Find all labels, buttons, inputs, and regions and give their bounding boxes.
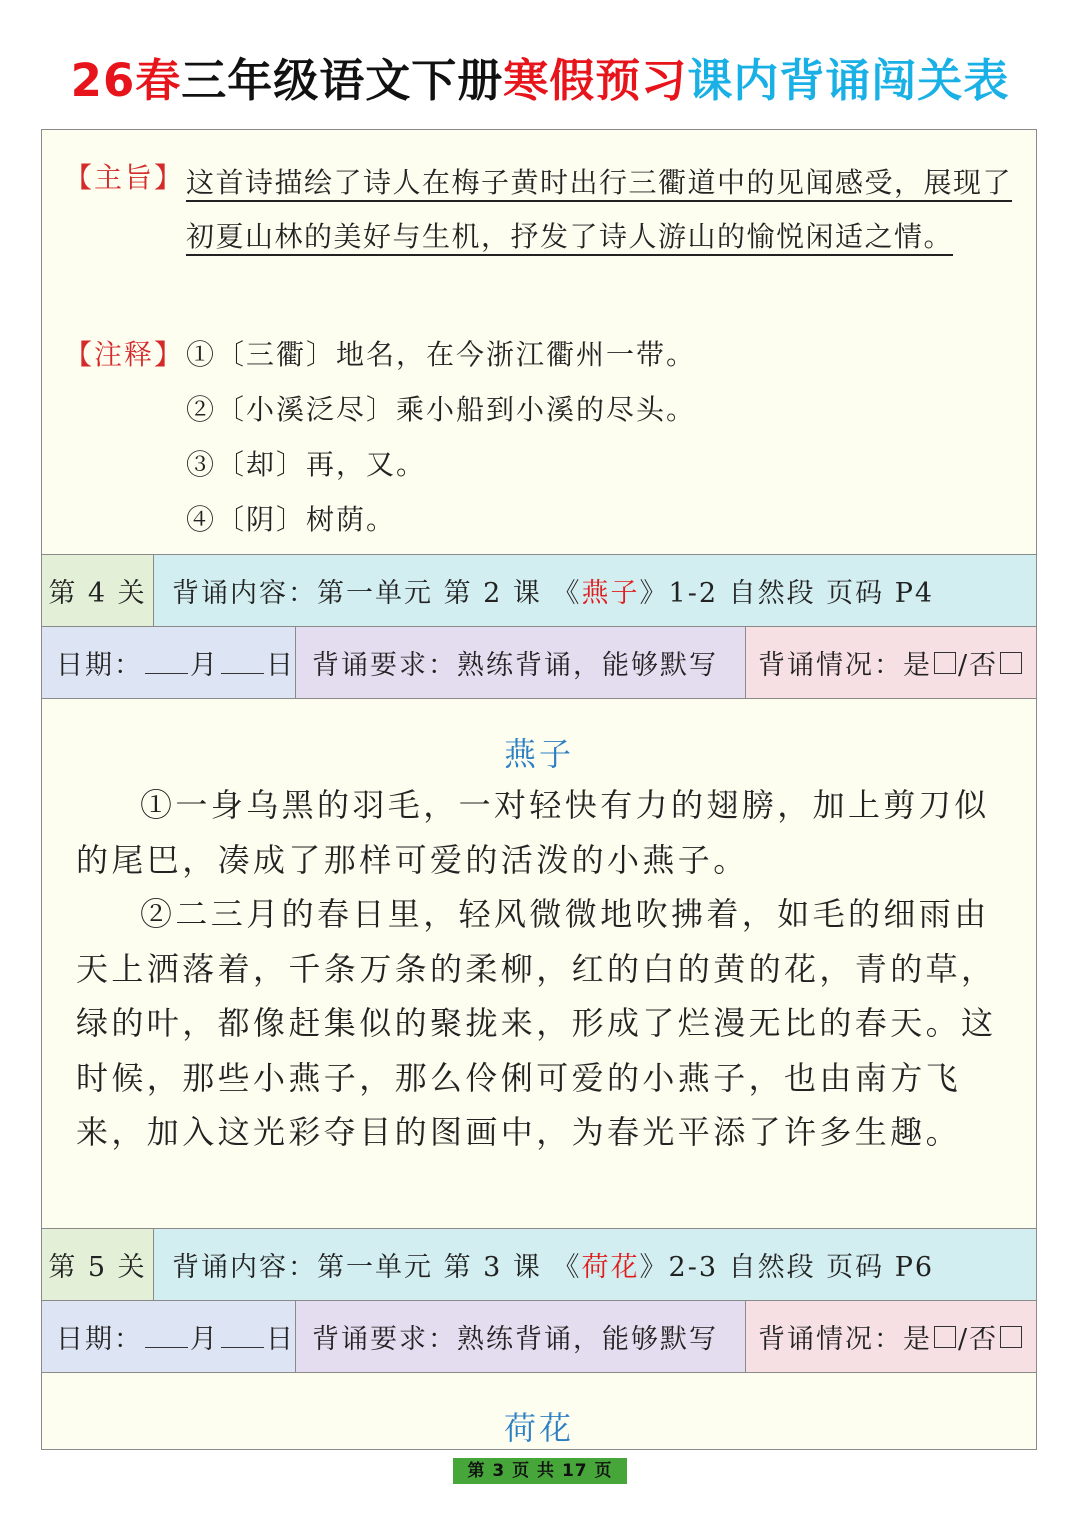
note-item: ②〔小溪泛尽〕乘小船到小溪的尽头。	[186, 393, 697, 426]
paragraph: ②二三月的春日里，轻风微微地吹拂着，如毛的细雨由天上洒落着，千条万条的柔柳，红的白的黄的花，青的草，绿的叶，都像赶集似的聚拢来，形成了烂漫无比的春天。这时候，那些小燕子，那么伶俐可爱的小燕子，也由南方飞来，加入这光彩夺目的图画中，为春光平添了许多生趣。	[76, 895, 997, 1151]
worksheet-frame	[41, 129, 1037, 1450]
recite-status: 背诵情况：是 /否	[746, 1301, 1037, 1372]
level-4-status-row	[42, 626, 1036, 698]
month-blank[interactable]	[145, 1325, 188, 1348]
title-part-3: 寒假预习	[503, 54, 688, 107]
month-blank[interactable]	[145, 651, 188, 674]
passage-title: 荷花	[503, 1409, 574, 1447]
note-item: ③〔却〕再，又。	[186, 448, 427, 481]
no-checkbox[interactable]	[1000, 1326, 1022, 1348]
paragraph: ①一身乌黑的羽毛，一对轻快有力的翅膀，加上剪刀似的尾巴，凑成了那样可爱的活泼的小燕子。	[76, 786, 990, 879]
page-number: 第 3 页 共 17 页	[453, 1458, 627, 1484]
passage-body	[76, 778, 1008, 1160]
passage-title: 燕子	[503, 735, 574, 773]
recite-content: 背诵内容：第一单元 第 3 课 《 荷花 》2-3 自然段 页码 P6	[154, 1229, 1037, 1300]
level-4-content-row	[42, 554, 1036, 626]
title-part-1: 26春	[70, 54, 182, 107]
poem-notes-section	[42, 130, 1036, 554]
level-label: 第 5 关	[42, 1229, 154, 1300]
day-blank[interactable]	[221, 651, 264, 674]
recite-requirement: 背诵要求：熟练背诵，能够默写	[296, 1301, 746, 1372]
notes-tag: 【注释】	[64, 338, 185, 371]
no-checkbox[interactable]	[1000, 652, 1022, 674]
lesson-title: 燕子	[581, 578, 640, 609]
theme-text: 这首诗描绘了诗人在梅子黄时出行三衢道中的见闻感受，展现了初夏山林的美好与生机，抒发了诗人游山的愉悦闲适之情。	[186, 166, 1013, 253]
level-5-content-row	[42, 1228, 1036, 1300]
recite-requirement: 背诵要求：熟练背诵，能够默写	[296, 627, 746, 698]
recite-status: 背诵情况：是 /否	[746, 627, 1037, 698]
date-field[interactable]: 日期： 月 日	[42, 1301, 296, 1372]
yes-checkbox[interactable]	[934, 652, 956, 674]
level-label: 第 4 关	[42, 555, 154, 626]
yes-checkbox[interactable]	[934, 1326, 956, 1348]
theme-tag: 【主旨】	[64, 161, 185, 194]
day-blank[interactable]	[221, 1325, 264, 1348]
note-item: ④〔阴〕树荫。	[186, 503, 397, 536]
date-field[interactable]: 日期： 月 日	[42, 627, 296, 698]
page-title	[0, 44, 1080, 109]
passage-section	[42, 698, 1036, 1228]
title-part-2: 三年级语文下册	[181, 54, 504, 107]
recite-content: 背诵内容：第一单元 第 2 课 《 燕子 》1-2 自然段 页码 P4	[154, 555, 1037, 626]
lesson-title: 荷花	[581, 1252, 640, 1283]
title-part-4: 课内背诵闯关表	[687, 54, 1010, 107]
passage-section	[42, 1372, 1036, 1450]
note-item: ①〔三衢〕地名，在今浙江衢州一带。	[186, 338, 697, 371]
level-5-status-row	[42, 1300, 1036, 1372]
